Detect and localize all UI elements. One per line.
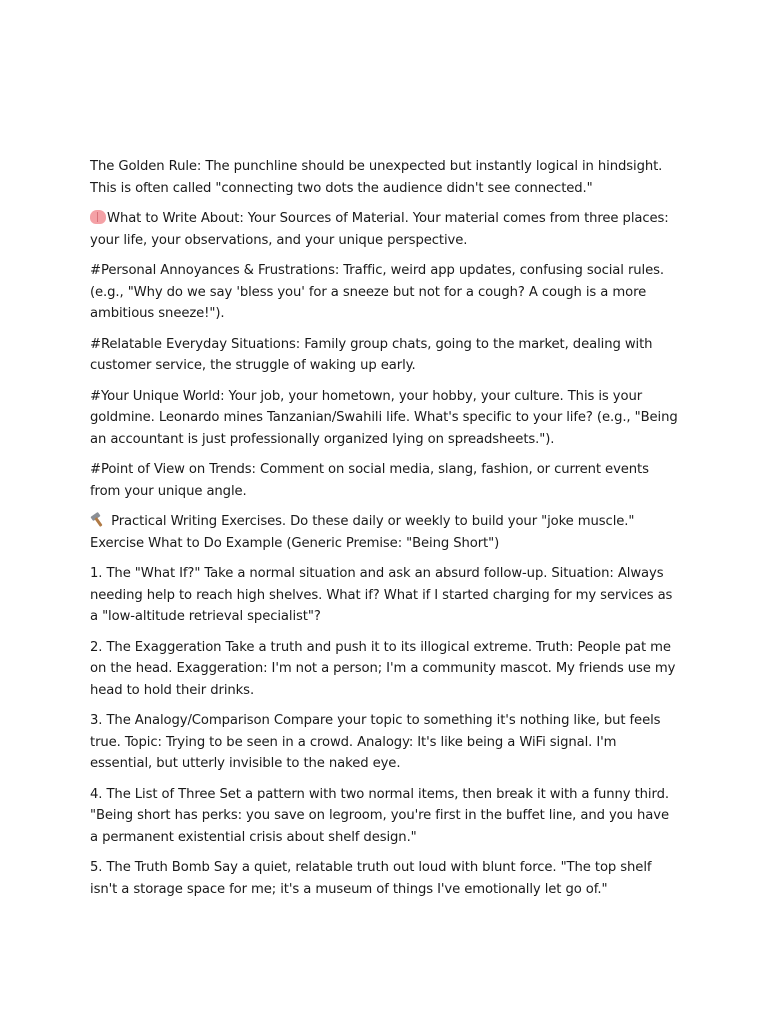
paragraph-golden-rule: The Golden Rule: The punchline should be unexpected but instantly logical in hindsight. This is often called "connecting two dots the audience didn't see connected." [90, 159, 663, 196]
what-to-write-text: What to Write About: Your Sources of Material. Your material comes from three places: your life, your observations, and your unique perspective. [90, 211, 669, 248]
paragraph-trends: #Point of View on Trends: Comment on social media, slang, fashion, or current events from your unique angle. [90, 462, 649, 499]
paragraph-everyday: #Relatable Everyday Situations: Family group chats, going to the market, dealing with customer service, the struggle of waking up early. [90, 336, 653, 373]
paragraph-exercise-2: 2. The Exaggeration Take a truth and push it to its illogical extreme. Truth: People pat me on the head. Exaggeration: I'm not a person; I'm a community mascot. My friends use my head to hold their drinks. [90, 639, 676, 698]
hammer-icon [90, 513, 106, 527]
document-page [90, 156, 678, 909]
paragraph-annoyances: #Personal Annoyances & Frustrations: Traffic, weird app updates, confusing social rules. (e.g., "Why do we say 'bless you' for a sneeze but not for a cough? A cough is a more ambitious sneeze!"). [90, 263, 664, 321]
paragraph-exercise-1: 1. The "What If?" Take a normal situation and ask an absurd follow-up. Situation: Always needing help to reach high shelves. What if? What if I started charging for my services as a "low-altitude retrieval specialist"? [90, 566, 673, 624]
exercises-text: Practical Writing Exercises. Do these daily or weekly to build your "joke muscle." Exercise What to Do Example (Generic Premise: "Being Short") [90, 514, 635, 551]
paragraph-unique-world: #Your Unique World: Your job, your hometown, your hobby, your culture. This is your goldmine. Leonardo mines Tanzanian/Swahili life. What's specific to your life? (e.g., "Being an accountant is just professionally organized lying on spreadsheets."). [90, 388, 678, 447]
brain-icon [90, 210, 106, 224]
paragraph-what-to-write [90, 208, 678, 251]
paragraph-exercise-5: 5. The Truth Bomb Say a quiet, relatable truth out loud with blunt force. "The top shelf isn't a storage space for me; it's a museum of things I've emotionally let go of." [90, 860, 652, 897]
paragraph-exercise-3: 3. The Analogy/Comparison Compare your topic to something it's nothing like, but feels true. Topic: Trying to be seen in a crowd. Analogy: It's like being a WiFi signal. I'm essential, but utterly invisible to the naked eye. [90, 713, 661, 771]
paragraph-exercises [90, 511, 678, 554]
paragraph-exercise-4: 4. The List of Three Set a pattern with two normal items, then break it with a funny third. "Being short has perks: you save on legroom, you're first in the buffet line, and you have a permanent existential crisis about shelf design." [90, 786, 669, 845]
